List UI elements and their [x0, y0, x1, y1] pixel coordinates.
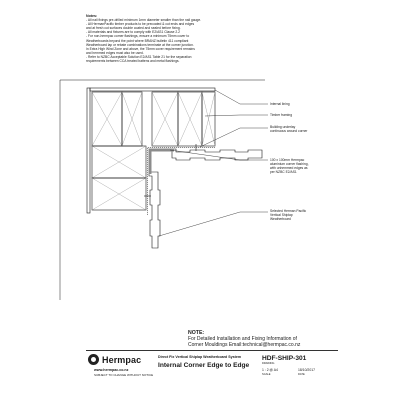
- callout-text: Vertical Shiplap: [270, 213, 293, 217]
- note-title: NOTE:: [188, 330, 205, 336]
- callout-text: per NZBC E2/AS1: [270, 170, 297, 174]
- drawing-code-label: DRAWING: [262, 362, 275, 365]
- timber-stud-top-2: [122, 92, 142, 146]
- callout-weatherboard: [270, 209, 306, 221]
- callout-text: Internal lining: [270, 102, 290, 106]
- weatherboard-left: [149, 172, 160, 248]
- note-line: requirements between CCA treated battens and metal flashings.: [86, 59, 180, 64]
- callout-text: continuous around corner: [270, 129, 308, 133]
- drawing-date-label: DATE: [298, 373, 305, 376]
- note-line: - All materials and fixtures are to comply with E2/AS1 Clause 2.2: [86, 30, 181, 35]
- hermpac-logo: [88, 354, 141, 365]
- notes-title: Notes:: [86, 14, 98, 18]
- timber-stud-top-5: [202, 92, 215, 146]
- timber-stud-left-1: [92, 146, 146, 178]
- note-line: - All nail fixings pre-drilled minimum 1mm diameter smaller than the nail gauge.: [86, 18, 202, 23]
- note-line: and at fresh cut surfaces double coated and sealed before fixing.: [86, 26, 181, 31]
- note-line: Weatherboards beyond the point where BRANZ bulletin 411 compliant: [86, 38, 189, 43]
- timber-stud-left-2: [92, 178, 146, 210]
- callout-text: 100 x 100mm Hermpac: [270, 158, 305, 162]
- callout-internal-lining: [270, 102, 290, 106]
- timber-stud-top-3: [152, 92, 178, 146]
- corner-flashing: [150, 150, 172, 172]
- callout-text: aluminium corner flashing,: [270, 162, 309, 166]
- callout-text: with unhemmed edges as: [270, 166, 308, 170]
- drawing-date: 18/10/2017: [298, 368, 315, 372]
- installation-note: [188, 330, 328, 348]
- drawing-code: HDF-SHIP-301: [262, 355, 307, 362]
- callout-text: Selected Herman Pacific: [270, 209, 307, 213]
- callout-timber-framing: [270, 113, 292, 117]
- lining-left: [87, 88, 90, 213]
- leader-corner-flashing: [170, 150, 268, 160]
- note-line: and hemmed edges must also be used.: [86, 50, 144, 55]
- leader-internal-lining: [215, 90, 268, 104]
- callout-corner-flashing: [270, 158, 308, 174]
- hermpac-logo-icon: [88, 354, 99, 365]
- building-underlay: [148, 148, 216, 216]
- note-line: Weatherboard lap or rebate combinations terminate at the corner junction.: [86, 42, 194, 47]
- drawing-scale-label: SCALE: [262, 373, 271, 376]
- leader-timber-framing: [205, 115, 268, 116]
- timber-stud-top-1: [92, 92, 122, 146]
- drawing-title: Internal Corner Edge to Edge: [158, 362, 250, 369]
- callout-text: Timber framing: [270, 113, 293, 117]
- drawing-scale: 1 : 2 @ A4: [262, 368, 278, 372]
- note-line: - For non-hermpac corner flashings, ensure a minimum 75mm cover to: [86, 34, 190, 39]
- leader-weatherboard: [159, 212, 268, 236]
- callout-building-underlay: [270, 125, 307, 133]
- corner-flashing-fill: [149, 149, 175, 175]
- lining-top: [90, 88, 215, 91]
- system-name: Direct Fix Vertical Shiplap Weatherboard System: [158, 355, 242, 359]
- subject-notice: SUBJECT TO CHANGE WITHOUT NOTICE: [94, 373, 154, 377]
- note-line: In Extra High Wind Zone and above, the 75mm cover requirement remains: [86, 46, 195, 51]
- note-line: - All HermanPacific timber products to be precoated & cut ends and edges: [86, 22, 195, 27]
- callout-text: Weatherboard: [270, 217, 291, 221]
- callout-text: Building underlay: [270, 125, 296, 129]
- leader-underlay: [200, 128, 268, 147]
- weatherboard-top: [172, 149, 262, 160]
- note-line: - Refer to NZBC Acceptable Solution E2/AS1 Table 21 for the separation: [86, 54, 192, 59]
- note-line-1: For Detailed Installation and Fixing Information of: [188, 336, 297, 342]
- brand-name: Hermpac: [102, 354, 142, 365]
- timber-stud-top-4: [178, 92, 202, 146]
- title-block: [86, 350, 338, 381]
- website-link[interactable]: www.hermpac.co.nz: [94, 368, 129, 372]
- note-line-2: Corner Mouldings Email:technical@hermpac.co.nz: [188, 342, 301, 349]
